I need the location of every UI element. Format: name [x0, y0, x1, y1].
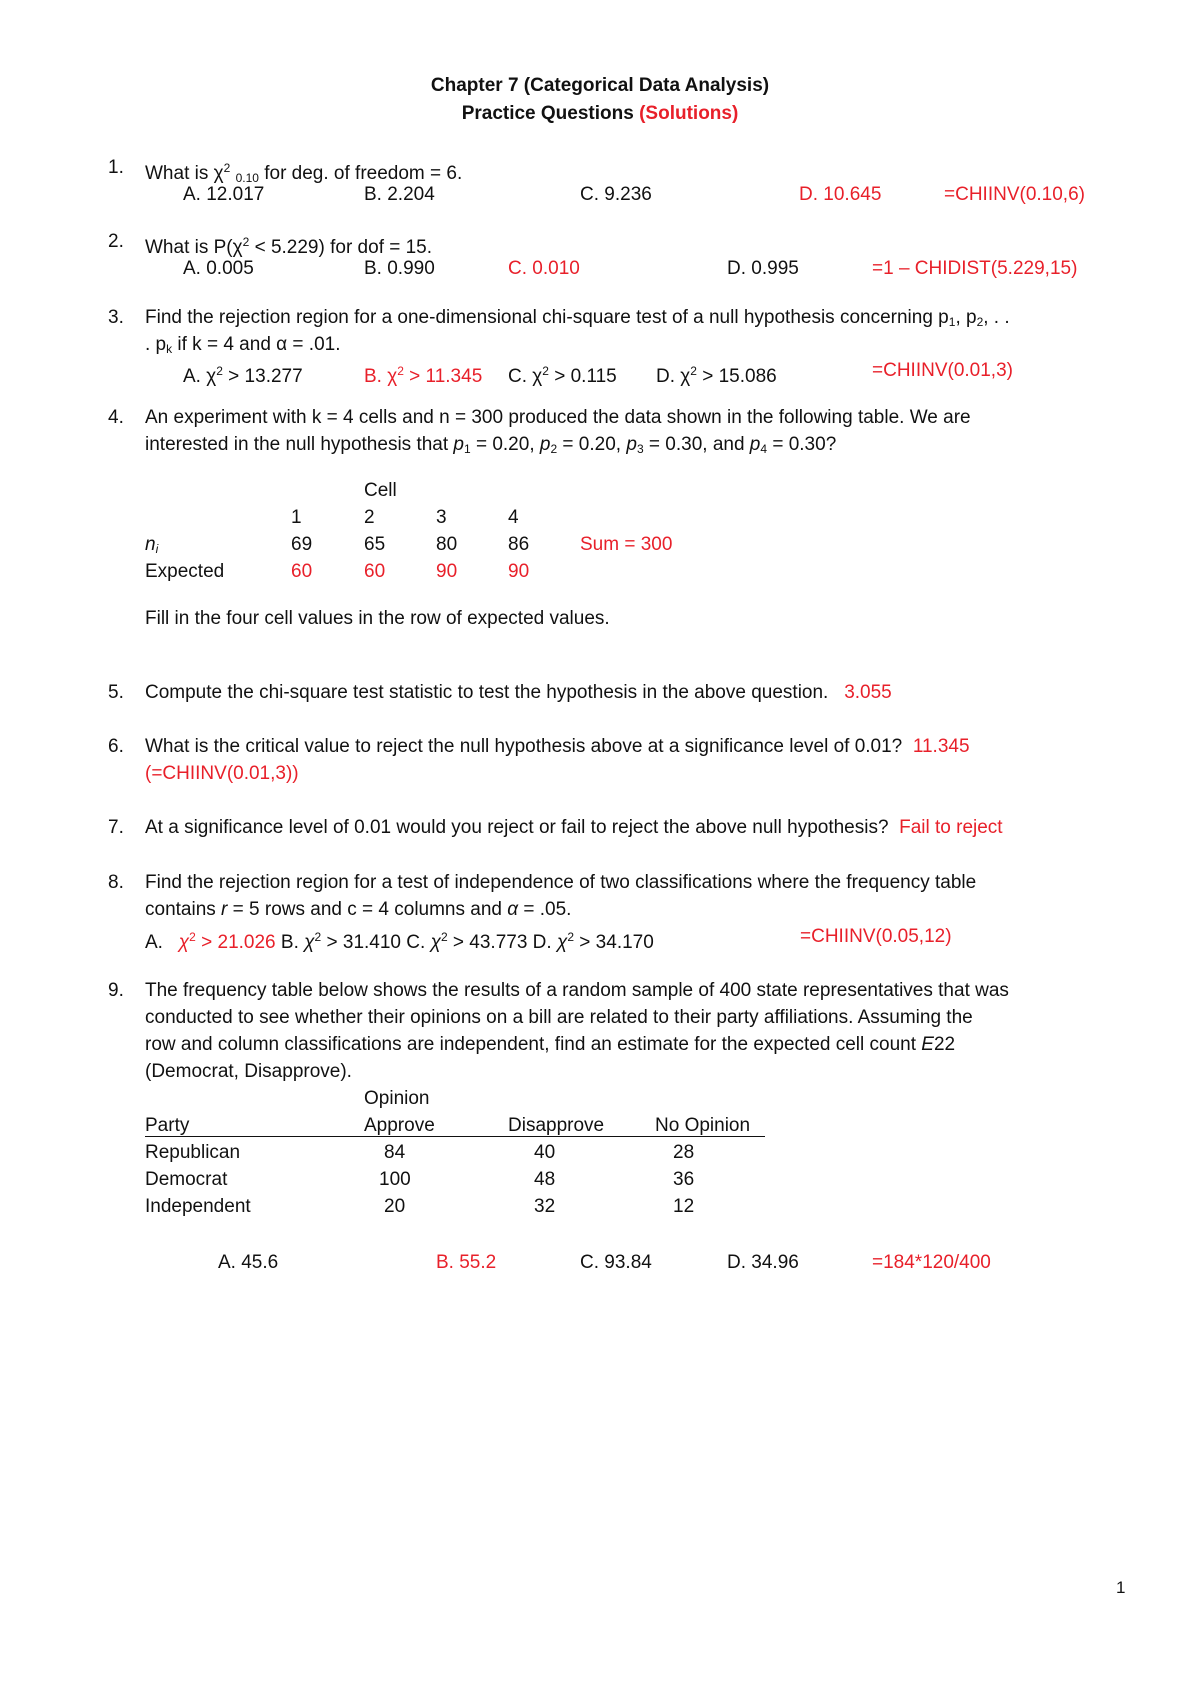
q2-option-d: D. 0.995 [727, 258, 799, 279]
q3-line-2: . $p_k$ if k = 4 and α = .01. [145, 334, 341, 356]
q4-number: 4. [108, 407, 124, 428]
q4-expected-3: 90 [436, 561, 458, 582]
q9-col-no-opinion: No Opinion [655, 1115, 751, 1136]
q4-expected-2: 60 [364, 561, 386, 582]
q3-option-a: A. $\chi^2 > 13.277$ [183, 364, 303, 387]
q4-cell-4: 4 [508, 507, 519, 528]
q9-line-3: row and column classifications are independent, find an estimate for the expected cell count E22 [145, 1034, 956, 1055]
q1-option-b: B. 2.204 [364, 184, 435, 205]
page-subtitle [0, 101, 1200, 127]
q4-ni-3: 80 [436, 534, 458, 555]
q9-line-4: (Democrat, Disapprove). [145, 1061, 352, 1082]
q2-option-c: C. 0.010 [508, 258, 580, 279]
q3-number: 3. [108, 307, 124, 328]
q8-options: A. $\chi^2 > 21.026$ B. $\chi^2 > 31.410$ C. $\chi^2 > 43.773$ D. $\chi^2 > 34.170$ [145, 930, 654, 953]
q9-opinion-header: Opinion [364, 1088, 430, 1109]
q9-row-party: Independent [145, 1196, 251, 1217]
q2-formula: =1 – CHIDIST(5.229,15) [872, 258, 1078, 279]
q2-text: What is $P(\chi^2 < 5.229)$ for dof = 15. [145, 235, 433, 258]
q3-option-d: D. $\chi^2 > 15.086$ [656, 364, 777, 387]
q7-text: At a significance level of 0.01 would you reject or fail to reject the above null hypothesis? Fail to reject [145, 817, 1003, 838]
q1-option-c: C. 9.236 [580, 184, 652, 205]
q9-row-disapprove: 40 [534, 1142, 556, 1163]
q8-option-a: $\chi^2 > 21.026$ [178, 930, 276, 953]
q9-line-1: The frequency table below shows the results of a random sample of 400 state representatives that was [145, 980, 1009, 1001]
q4-expected-label: Expected [145, 561, 225, 582]
q1-text: What is $\chi^2$ $_{0.10}$ for deg. of freedom = 6. [145, 161, 463, 185]
q4-cell-1: 1 [291, 507, 302, 528]
q9-row-no-opinion: 28 [673, 1142, 695, 1163]
q9-row-approve: 84 [384, 1142, 406, 1163]
q9-option-c: C. 93.84 [580, 1252, 652, 1273]
q9-option-d: D. 34.96 [727, 1252, 799, 1273]
q9-formula: =184*120/400 [872, 1252, 991, 1273]
q9-row-no-opinion: 12 [673, 1196, 695, 1217]
q9-line-2: conducted to see whether their opinions on a bill are related to their party affiliations. Assuming the [145, 1007, 973, 1028]
q3-option-b: B. $\chi^2 > 11.345$ [364, 364, 483, 387]
q8-formula: =CHIINV(0.05,12) [800, 926, 952, 947]
q2-option-b: B. 0.990 [364, 258, 435, 279]
q5-answer: 3.055 [844, 682, 892, 703]
q9-col-approve: Approve [364, 1115, 435, 1136]
q5-text: Compute the chi-square test statistic to test the hypothesis in the above question. 3.055 [145, 682, 892, 703]
q8-line-2: contains r = 5 rows and c = 4 columns and α = .05. [145, 899, 572, 920]
q4-cell-3: 3 [436, 507, 447, 528]
q4-cell-2: 2 [364, 507, 375, 528]
q4-line-1: An experiment with k = 4 cells and n = 300 produced the data shown in the following table. We are [145, 407, 971, 428]
q9-row-disapprove: 32 [534, 1196, 556, 1217]
q4-expected-1: 60 [291, 561, 313, 582]
q4-ni-1: 69 [291, 534, 313, 555]
subtitle-text: Practice Questions [461, 103, 634, 124]
q8-number: 8. [108, 872, 124, 893]
q9-row-party: Democrat [145, 1169, 228, 1190]
q4-instruction: Fill in the four cell values in the row of expected values. [145, 608, 610, 629]
q4-cell-header: Cell [364, 480, 397, 501]
q9-col-disapprove: Disapprove [508, 1115, 605, 1136]
q6-text: What is the critical value to reject the null hypothesis above at a significance level of 0.01? 11.345 [145, 736, 970, 757]
q9-row-approve: 100 [379, 1169, 411, 1190]
page-title: Chapter 7 (Categorical Data Analysis) [430, 75, 770, 96]
q4-ni-label: $n_i$ [145, 534, 159, 556]
q9-number: 9. [108, 980, 124, 1001]
q9-row-no-opinion: 36 [673, 1169, 695, 1190]
q9-col-party: Party [145, 1115, 190, 1136]
q1-option-d: D. 10.645 [799, 184, 882, 205]
q7-number: 7. [108, 817, 124, 838]
q9-row-party: Republican [145, 1142, 241, 1163]
q4-ni-4: 86 [508, 534, 530, 555]
page-number: 1 [1116, 1578, 1126, 1597]
q8-line-1: Find the rejection region for a test of independence of two classifications where the frequency table [145, 872, 977, 893]
q3-option-c: C. $\chi^2 > 0.115$ [508, 364, 617, 387]
q7-answer: Fail to reject [899, 817, 1003, 838]
q9-option-a: A. 45.6 [218, 1252, 279, 1273]
q6-answer-formula: (=CHIINV(0.01,3)) [145, 763, 299, 784]
q2-number: 2. [108, 231, 124, 252]
q4-ni-2: 65 [364, 534, 386, 555]
q3-formula: =CHIINV(0.01,3) [872, 360, 1013, 381]
q6-number: 6. [108, 736, 124, 757]
q3-line-1: Find the rejection region for a one-dimensional chi-square test of a null hypothesis concerning $p_1$, $p_2$, . . [145, 307, 1010, 329]
q5-number: 5. [108, 682, 124, 703]
q9-row-approve: 20 [384, 1196, 406, 1217]
q1-option-a: A. 12.017 [183, 184, 265, 205]
q4-expected-4: 90 [508, 561, 530, 582]
q9-option-b: B. 55.2 [436, 1252, 497, 1273]
q6-answer: 11.345 [912, 736, 970, 757]
q1-number: 1. [108, 157, 124, 178]
q2-option-a: A. 0.005 [183, 258, 254, 279]
subtitle-solutions: (Solutions) [639, 103, 739, 124]
q4-sum-note: Sum = 300 [580, 534, 673, 555]
q4-line-2: interested in the null hypothesis that $p_1 = 0.20$, $p_2 = 0.20$, $p_3 = 0.30$, and $p_4 = 0.30$? [145, 434, 837, 456]
q1-formula: =CHIINV(0.10,6) [944, 184, 1085, 205]
q9-row-disapprove: 48 [534, 1169, 556, 1190]
